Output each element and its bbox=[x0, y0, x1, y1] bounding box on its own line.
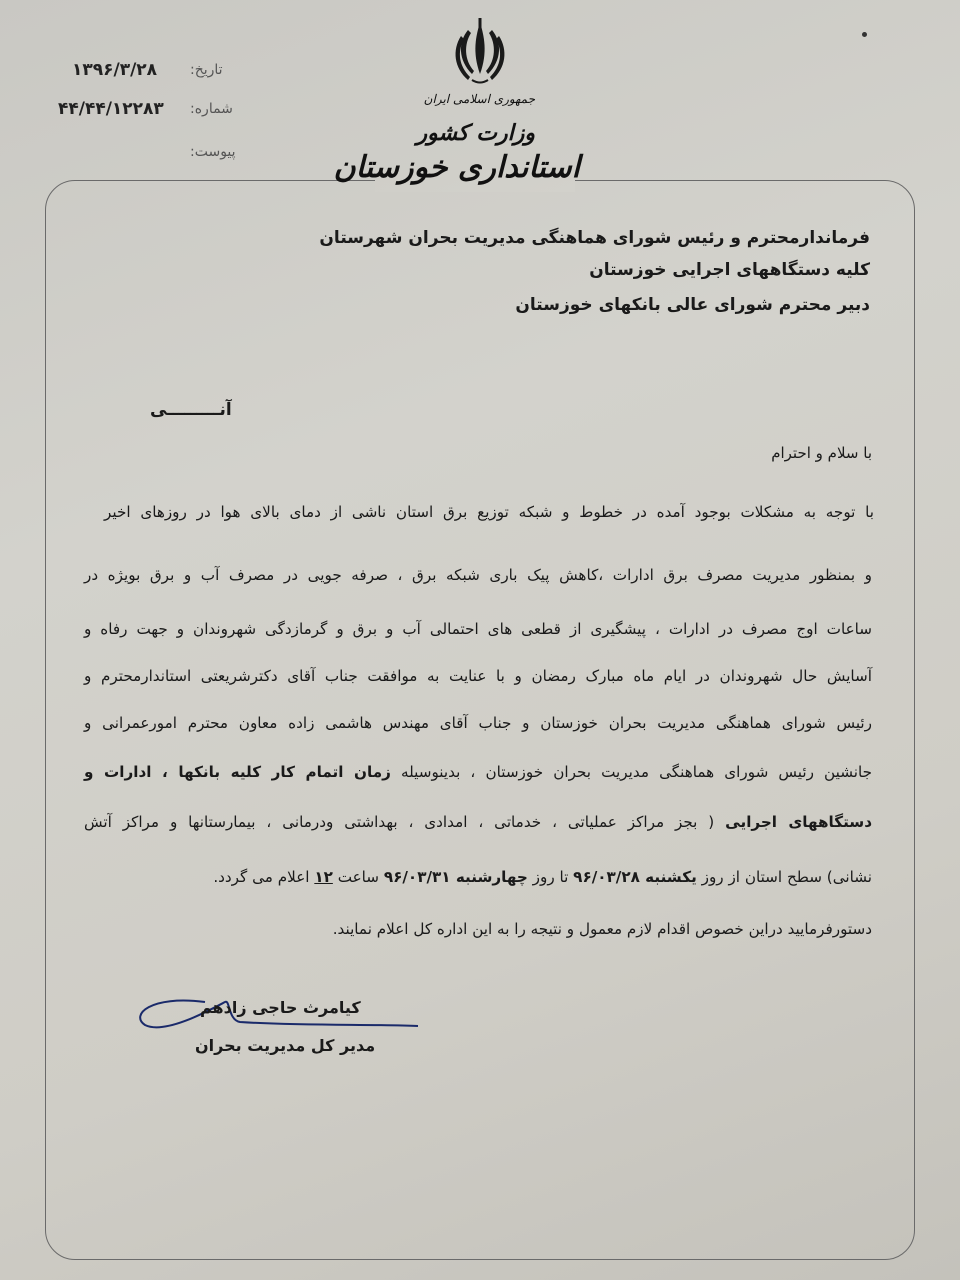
ink-dot bbox=[862, 32, 867, 37]
attachment-label: پیوست: bbox=[190, 144, 236, 160]
number-label: شماره: bbox=[190, 101, 233, 117]
closing-hour: ۱۲ bbox=[314, 868, 333, 886]
body-text: ساعت bbox=[337, 868, 380, 886]
end-date: چهارشنبه ۹۶/۰۳/۳۱ bbox=[383, 868, 528, 886]
closing-time-phrase: زمان اتمام کار کلیه بانکها ، ادارات و bbox=[84, 763, 391, 781]
recipient-1: فرماندارمحترم و رئیس شورای هماهنگی مدیریت بحران شهرستان bbox=[319, 228, 870, 248]
body-line-9 bbox=[84, 920, 872, 938]
body-line-2 bbox=[84, 566, 872, 584]
body-text: جانشین رئیس شورای هماهنگی مدیریت بحران خوزستان ، بدینوسیله bbox=[400, 763, 872, 781]
republic-name: جمهوری اسلامی ایران bbox=[423, 92, 535, 106]
body-text: دستورفرمایید دراین خصوص اقدام لازم معمول و نتیجه را به این اداره کل اعلام نمایند. bbox=[332, 920, 872, 938]
iran-emblem-icon bbox=[450, 16, 510, 86]
body-text: آسایش حال شهروندان در ایام ماه مبارک رمضان و با عنایت به موافقت جناب آقای دکترشریعتی استاندارمحترم و bbox=[84, 667, 872, 685]
body-line-6 bbox=[84, 763, 872, 781]
body-line-8 bbox=[84, 868, 872, 886]
start-date: یکشنبه ۹۶/۰۳/۲۸ bbox=[573, 868, 697, 886]
body-line-3 bbox=[84, 620, 872, 638]
body-text: اعلام می گردد. bbox=[213, 868, 310, 886]
governorate-name: استانداری خوزستان bbox=[333, 150, 580, 185]
body-text: ( بجز مراکز عملیاتی ، خدماتی ، امدادی ، بهداشتی ودرمانی ، بیمارستانها و مراکز آتش bbox=[84, 813, 715, 831]
greeting: با سلام و احترام bbox=[771, 444, 872, 462]
body-text: ساعات اوج مصرف در ادارات ، پیشگیری از قطعی های احتمالی آب و برق و گرمازدگی شهروندان و جهت رفاه و bbox=[84, 620, 872, 638]
date-value: ۱۳۹۶/۳/۲۸ bbox=[72, 60, 158, 80]
recipient-3: دبیر محترم شورای عالی بانکهای خوزستان bbox=[515, 295, 870, 315]
body-text: با توجه به مشکلات بوجود آمده در خطوط و شبکه توزیع برق استان ناشی از دمای بالای هوا در روزهای اخیر bbox=[104, 503, 874, 521]
body-text: تا روز bbox=[532, 868, 569, 886]
date-label: تاریخ: bbox=[190, 62, 223, 78]
ministry-name: وزارت کشور bbox=[416, 120, 535, 146]
recipient-2: کلیه دستگاههای اجرایی خوزستان bbox=[589, 260, 870, 280]
executive-agencies: دستگاههای اجرایی bbox=[725, 813, 873, 831]
body-text: نشانی) سطح استان از روز bbox=[701, 868, 872, 886]
signatory-name: کیامرث حاجی زادهم bbox=[200, 998, 361, 1017]
body-text: و بمنظور مدیریت مصرف برق ادارات ،کاهش پیک باری شبکه برق ، صرفه جویی در مصرف آب و برق بویژه در bbox=[84, 566, 872, 584]
body-line-5 bbox=[84, 714, 872, 732]
urgency-subject: آنـــــــــی bbox=[150, 400, 232, 420]
body-line-4 bbox=[84, 667, 872, 685]
body-line-7 bbox=[84, 813, 872, 831]
signatory-title: مدیر کل مدیریت بحران bbox=[195, 1036, 376, 1055]
body-line-1 bbox=[104, 503, 874, 521]
body-text: رئیس شورای هماهنگی مدیریت بحران خوزستان و جناب آقای مهندس هاشمی زاده معاون محترم امورعمرانی و bbox=[84, 714, 872, 732]
number-value: ۴۴/۴۴/۱۲۲۸۳ bbox=[58, 99, 164, 119]
